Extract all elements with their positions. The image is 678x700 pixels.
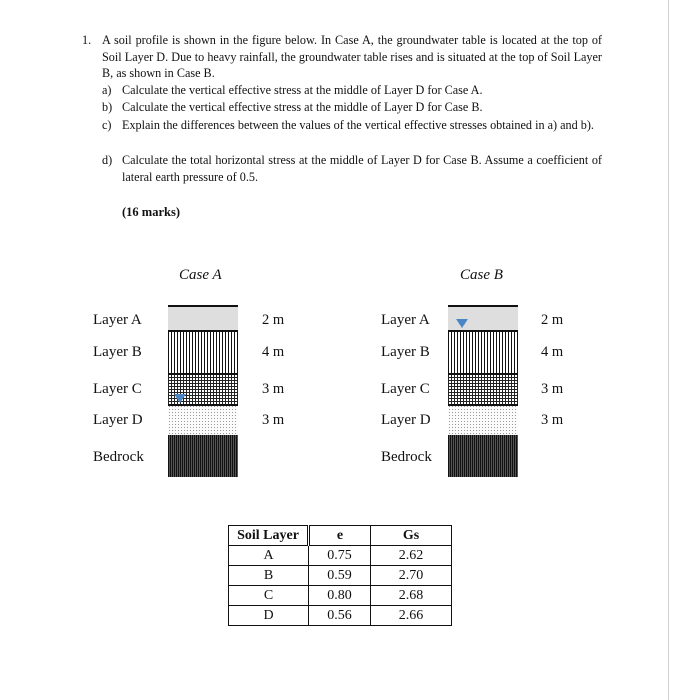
cell-gs: 2.62	[371, 546, 452, 566]
case-a-layer-d-fill	[168, 405, 238, 435]
cell-layer: C	[229, 586, 309, 606]
cell-gs: 2.70	[371, 566, 452, 586]
table-row	[229, 546, 452, 566]
cell-e: 0.75	[309, 546, 371, 566]
case-b-layer-d-thickness: 3 m	[541, 412, 564, 428]
part-d-label: d)	[102, 153, 113, 167]
case-b-ground-line	[448, 305, 518, 307]
case-a-water-table-icon	[174, 394, 186, 403]
case-b-bedrock-fill	[448, 435, 518, 477]
case-a-bedrock-fill	[168, 435, 238, 477]
case-b-bedrock-label: Bedrock	[381, 449, 432, 465]
case-a-layer-c-thickness: 3 m	[262, 381, 285, 397]
case-b-water-table-icon	[456, 319, 468, 328]
case-a-soil-column	[168, 305, 238, 477]
part-c	[102, 117, 602, 134]
case-a-layer-d-thickness: 3 m	[262, 412, 285, 428]
case-a-layer-b-fill	[168, 332, 238, 375]
part-b-text: Calculate the vertical effective stress at the middle of Layer D for Case B.	[122, 100, 483, 114]
part-b-label: b)	[102, 100, 113, 114]
part-d	[102, 152, 602, 185]
case-b-layer-d-label: Layer D	[381, 412, 431, 428]
case-b-layer-c-fill	[448, 375, 518, 405]
header-soil-layer: Soil Layer	[229, 526, 309, 546]
part-c-text: Explain the differences between the values of the vertical effective stresses obtained in a) and b).	[122, 118, 594, 132]
case-a-layer-a-label: Layer A	[93, 312, 142, 328]
case-b-layer-b-fill	[448, 332, 518, 375]
cell-gs: 2.68	[371, 586, 452, 606]
case-a-boundary-cd	[168, 404, 238, 406]
cell-layer: D	[229, 606, 309, 626]
table-row	[229, 606, 452, 626]
cell-layer: B	[229, 566, 309, 586]
marks: (16 marks)	[122, 205, 180, 219]
question-stem-block	[82, 32, 602, 82]
case-a-boundary-bc	[168, 373, 238, 375]
case-a-layer-d-label: Layer D	[93, 412, 143, 428]
case-b-layer-c-thickness: 3 m	[541, 381, 564, 397]
case-b-layer-b-thickness: 4 m	[541, 344, 564, 360]
case-a-layer-c-label: Layer C	[93, 381, 142, 397]
table-row	[229, 586, 452, 606]
case-a-layer-b-label: Layer B	[93, 344, 142, 360]
case-a-layer-b-thickness: 4 m	[262, 344, 285, 360]
question-stem: A soil profile is shown in the figure below. In Case A, the groundwater table is located at the top of Soil Layer D. Due to heavy rainfall, the groundwater table rises and is situated at the top of Soil Layer B, as shown in Case B.	[102, 33, 602, 80]
case-b-boundary-cd	[448, 404, 518, 406]
header-specific-gravity: Gs	[371, 526, 452, 546]
soil-properties-table	[228, 525, 452, 626]
case-b-boundary-ab	[448, 330, 518, 332]
cell-layer: A	[229, 546, 309, 566]
case-a-ground-line	[168, 305, 238, 307]
case-b-soil-column	[448, 305, 518, 477]
cell-e: 0.59	[309, 566, 371, 586]
case-a-bedrock-label: Bedrock	[93, 449, 144, 465]
case-b-layer-d-fill	[448, 405, 518, 435]
part-b	[102, 99, 602, 116]
cell-e: 0.80	[309, 586, 371, 606]
part-d-text: Calculate the total horizontal stress at the middle of Layer D for Case B. Assume a coefficient of lateral earth pressure of 0.5.	[122, 153, 602, 184]
question-number: 1.	[82, 33, 92, 47]
part-a-text: Calculate the vertical effective stress at the middle of Layer D for Case A.	[122, 83, 483, 97]
cell-e: 0.56	[309, 606, 371, 626]
part-a	[102, 82, 602, 99]
case-a-title: Case A	[179, 267, 222, 283]
case-b-layer-a-thickness: 2 m	[541, 312, 564, 328]
case-b-boundary-bc	[448, 373, 518, 375]
case-b-layer-a-label: Layer A	[381, 312, 430, 328]
case-a-layer-a-fill	[168, 307, 238, 331]
part-c-label: c)	[102, 118, 112, 132]
case-a-layer-a-thickness: 2 m	[262, 312, 285, 328]
case-b-layer-b-label: Layer B	[381, 344, 430, 360]
table-header-row	[229, 526, 452, 546]
case-a-boundary-ab	[168, 330, 238, 332]
header-void-ratio: e	[309, 526, 371, 546]
table-row	[229, 566, 452, 586]
case-b-title: Case B	[460, 267, 503, 283]
case-b-layer-c-label: Layer C	[381, 381, 430, 397]
cell-gs: 2.66	[371, 606, 452, 626]
part-a-label: a)	[102, 83, 112, 97]
